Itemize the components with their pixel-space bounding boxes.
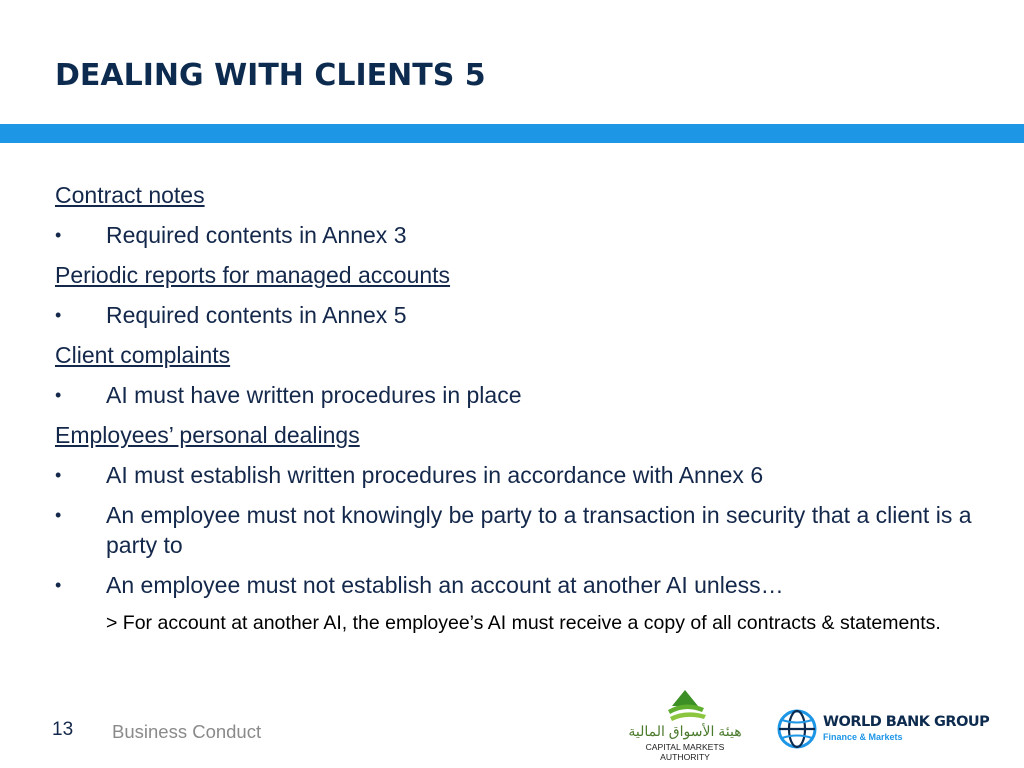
bullet-text: AI must establish written procedures in accordance with Annex 6 [106,462,764,488]
bullet-dot-icon: • [55,305,62,325]
bullet-text: An employee must not establish an account at another AI unless… [106,572,784,598]
bullet-item [55,460,985,490]
bullet-item [55,300,985,330]
header-accent-band [0,124,1024,143]
section-contract-notes [55,180,985,250]
world-bank-group-logo [776,706,990,752]
section-heading: Client complaints [55,342,231,368]
footer-label: Business Conduct [112,721,262,742]
bullet-text: Required contents in Annex 3 [106,222,407,248]
section-heading: Contract notes [55,182,205,208]
cma-logo [622,688,748,762]
page-number: 13 [52,719,74,740]
wbg-subtitle: Finance & Markets [823,732,903,742]
cma-arabic-name: هيئة الأسواق المالية [628,723,742,739]
globe-icon [776,708,818,750]
slide-title: DEALING WITH CLIENTS 5 [55,58,486,93]
section-employees-dealings [55,420,985,637]
bullet-text: Required contents in Annex 5 [106,302,407,328]
bullet-dot-icon: • [55,505,62,525]
section-heading: Periodic reports for managed accounts [55,262,451,288]
bullet-dot-icon: • [55,575,62,595]
bullet-item [55,380,985,410]
section-client-complaints [55,340,985,410]
wbg-name: WORLD BANK GROUP [823,714,990,730]
bullet-dot-icon: • [55,225,62,245]
slide-body [55,180,985,637]
bullet-item [55,570,985,600]
cma-emblem-icon [622,688,748,724]
bullet-text: An employee must not knowingly be party to a transaction in security that a client is a party to [106,502,972,558]
section-periodic-reports [55,260,985,330]
cma-english-name: CAPITAL MARKETS AUTHORITY [645,742,725,762]
bullet-dot-icon: • [55,385,62,405]
sub-note: > For account at another AI, the employee’s AI must receive a copy of all contracts & statements. [106,612,941,634]
bullet-item [55,500,985,560]
section-heading: Employees’ personal dealings [55,422,360,448]
bullet-dot-icon: • [55,465,62,485]
bullet-item [55,220,985,250]
bullet-text: AI must have written procedures in place [106,382,522,408]
